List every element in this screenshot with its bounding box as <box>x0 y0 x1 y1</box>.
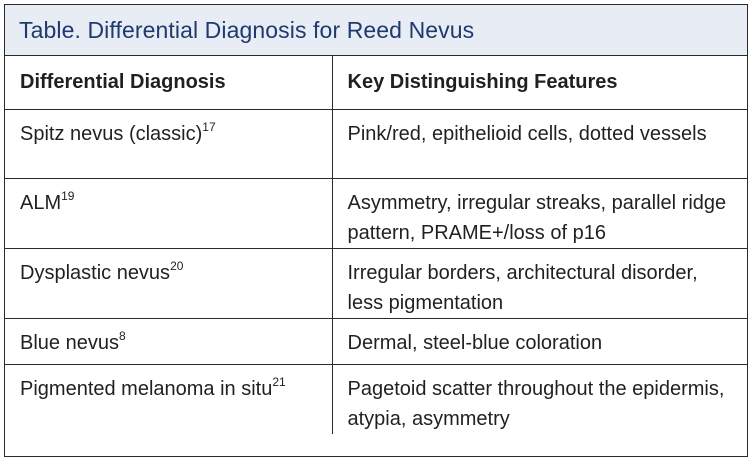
features-cell: Pagetoid scatter throughout the epidermis, atypia, asymmetry <box>332 364 747 434</box>
diagnosis-name: Spitz nevus (classic) <box>20 122 203 145</box>
reference-number: 17 <box>202 119 216 134</box>
table-title: Table. Differential Diagnosis for Reed Nevus <box>19 16 475 43</box>
table-row <box>5 364 747 434</box>
table-row <box>5 318 747 364</box>
diagnosis-name: Blue nevus <box>20 331 119 354</box>
features-cell: Dermal, steel-blue coloration <box>332 318 747 364</box>
column-header-diagnosis: Differential Diagnosis <box>5 56 332 109</box>
column-header-features: Key Distinguishing Features <box>332 56 747 109</box>
differential-diagnosis-table-frame <box>4 4 748 457</box>
diagnosis-cell <box>5 248 332 318</box>
differential-diagnosis-table <box>5 56 747 434</box>
reference-number: 21 <box>272 374 286 389</box>
table-row <box>5 109 747 178</box>
features-cell: Irregular borders, architectural disorder, less pigmentation <box>332 248 747 318</box>
table-title-bar <box>5 5 747 56</box>
reference-number: 8 <box>118 328 126 343</box>
diagnosis-name: Pigmented melanoma in situ <box>20 377 273 400</box>
diagnosis-name: Dysplastic nevus <box>20 261 171 284</box>
diagnosis-cell <box>5 109 332 178</box>
features-cell: Pink/red, epithelioid cells, dotted vessels <box>332 109 747 178</box>
diagnosis-cell <box>5 178 332 248</box>
table-row <box>5 248 747 318</box>
table-row <box>5 178 747 248</box>
diagnosis-name: ALM <box>20 191 62 214</box>
reference-number: 20 <box>170 258 184 273</box>
reference-number: 19 <box>61 188 75 203</box>
diagnosis-cell <box>5 318 332 364</box>
header-row <box>5 56 747 109</box>
features-cell: Asymmetry, irregular streaks, parallel ridge pattern, PRAME+/loss of p16 <box>332 178 747 248</box>
diagnosis-cell <box>5 364 332 434</box>
